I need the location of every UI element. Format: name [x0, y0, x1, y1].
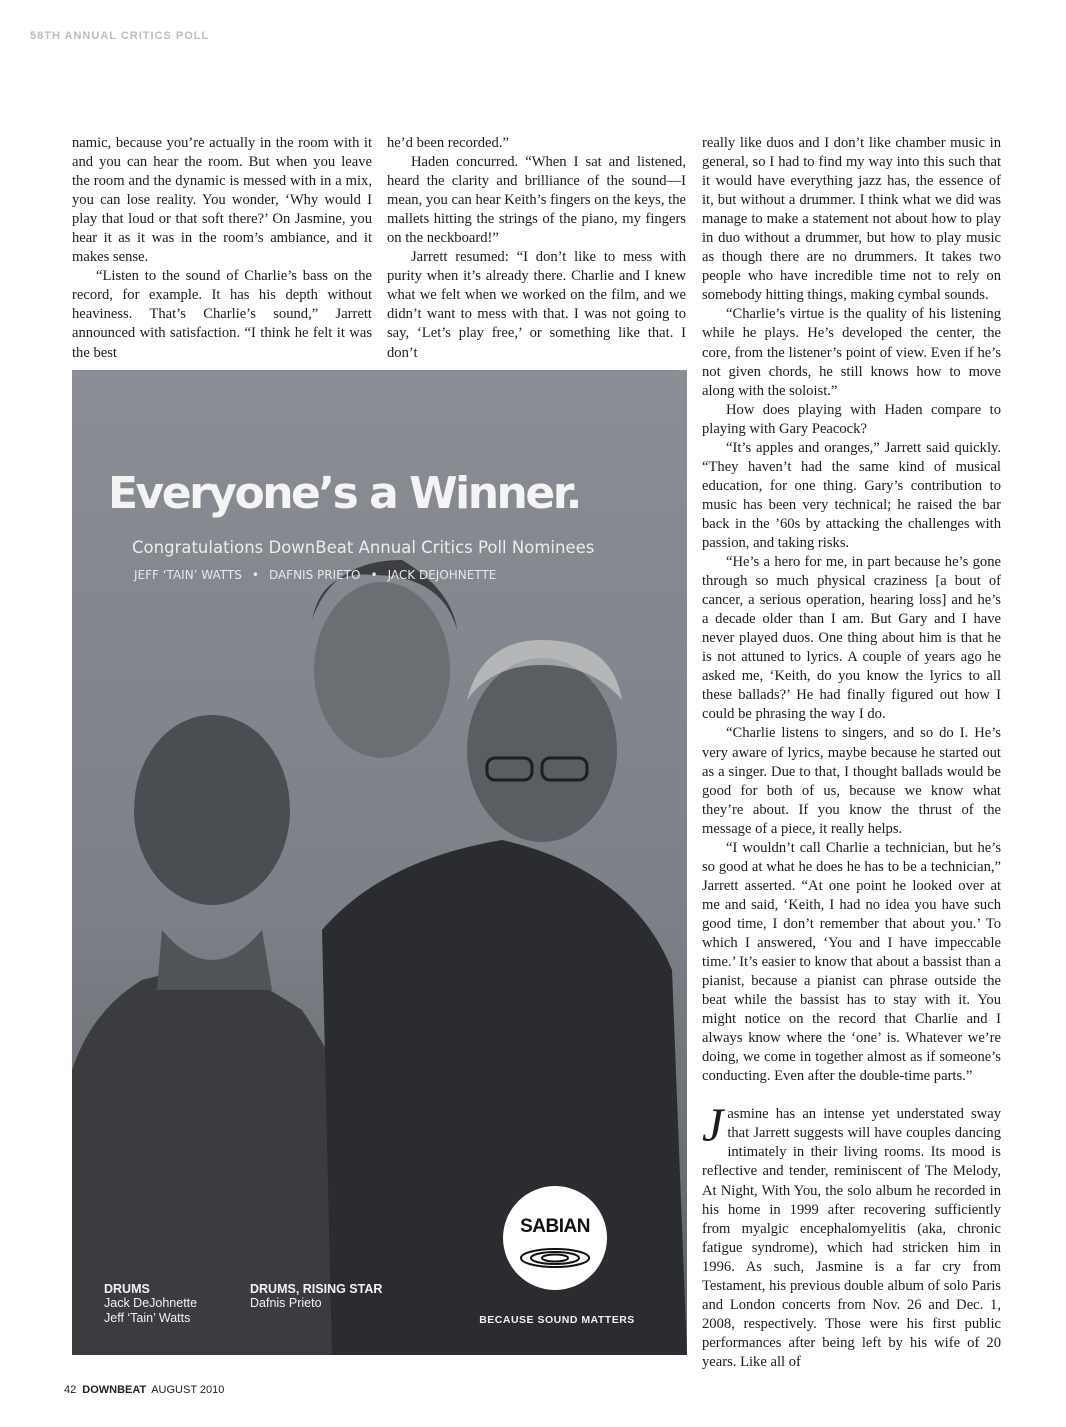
nominee-name: JACK DEJOHNETTE [387, 568, 497, 582]
article-column-1 [72, 134, 372, 363]
nominee-name: DAFNIS PRIETO [268, 568, 361, 582]
nominee-name: JEFF ‘TAIN’ WATTS [134, 568, 242, 582]
ad-category-rising-star [250, 1282, 382, 1311]
paragraph: “Charlie listens to singers, and so do I. He’s very aware of lyrics, maybe because he started out as a singer. Due to that, I thought ballads would be good for both of us, because we know what they’re about. If you know the thrust of the message of a piece, it really helps. [702, 725, 1001, 837]
paragraph: Haden concurred. “When I sat and listened, heard the clarity and brilliance of the sound—I mean, you can hear Keith’s fingers on the keys, the mallets hitting the strings of the piano, my fingers on the neckboard!” [387, 154, 686, 247]
category-title: DRUMS, RISING STAR [250, 1282, 383, 1296]
category-title: DRUMS [104, 1282, 150, 1296]
drop-cap: J [702, 1099, 724, 1153]
ad-headline: Everyone’s a Winner. [108, 468, 580, 519]
paragraph: “Listen to the sound of Charlie’s bass on the record, for example. It has his depth without heaviness. That’s Charlie’s sound,” Jarrett announced with satisfaction. “I think he felt it was the best [72, 268, 372, 361]
article-column-2 [387, 134, 686, 363]
issue-date: AUGUST 2010 [151, 1384, 225, 1396]
paragraph: really like duos and I don’t like chamber music in general, so I had to find my way into this such that it would have everything jazz has, the essence of it, but without a drummer. I think what we did was manage to make a statement not about how to play in duo without a drummer, but how to play music as though there are no drummers. It takes two people who have incredible time not to rely on somebody hitting things, making cymbal sounds. [702, 135, 1001, 304]
sabian-advertisement [72, 370, 687, 1355]
page-footer [64, 1384, 224, 1396]
paragraph-with-dropcap [702, 1099, 1001, 1372]
section-break [702, 1086, 1001, 1105]
paragraph: How does playing with Haden compare to playing with Gary Peacock? [702, 401, 1001, 437]
article-column-3 [702, 134, 1001, 1372]
category-name: Jeff ‘Tain’ Watts [104, 1311, 191, 1325]
paragraph: “Charlie’s virtue is the quality of his listening while he plays. He’s developed the center, the core, from the listener’s point of view. Even if he’s not given chords, he still knows how to move along with the soloist.” [702, 306, 1001, 399]
running-head: 58TH ANNUAL CRITICS POLL [30, 30, 210, 42]
paragraph: “I wouldn’t call Charlie a technician, but he’s so good at what he does he has to be a technician,” Jarrett asserted. “At one point he looked over at me and said, ‘Keith, I had no idea you have such good time, I don’t remember that about you.’ To which I answered, ‘You and I have impeccable time.’ It’s easier to know that about a bassist than a pianist, because a pianist can phrase outside the beat while the bassist has to stay with it. You might notice on the record that Charlie and I always know where the ‘one’ is. Whatever we’re doing, we come in together almost as if someone’s conducting. Even after the double-time parts.” [702, 839, 1001, 1085]
ad-subheadline: Congratulations DownBeat Annual Critics Poll Nominees [132, 538, 595, 557]
paragraph: “He’s a hero for me, in part because he’s gone through so much physical craziness [a bout of cancer, a serious operation, hearing loss] and he’s a decade older than I am. But Gary and I have never played duos. One thing about him is that he is not attuned to lyrics. A couple of years ago he asked me, ‘Keith, do you know the lyrics to all these ballads?’ He had finally figured out how I could be phrasing the way I do. [702, 554, 1001, 723]
paragraph: he’d been recorded.” [387, 135, 509, 151]
paragraph-text: asmine has an intense yet understated sway that Jarrett suggests will have couples dancing intimately in their living rooms. Its mood is reflective and tender, reminiscent of The Melody, At Night, With You, the solo album he recorded in his home in 1999 after recovering sufficiently from myalgic encephalomyelitis (aka, chronic fatigue syndrome), which had stricken him in 1996. As such, Jasmine is a far cry from Testament, his previous double album of solo Paris and London concerts from Nov. 26 and Dec. 1, 2008, respectively. Those were his first public performances after being left by his wife of 20 years. Like all of [702, 1106, 1001, 1370]
paragraph: namic, because you’re actually in the room with it and you can hear the room. But when you leave the room and the dynamic is messed with in a mix, you can lose reality. You wonder, ‘Why would I play that loud or that soft there?’ On Jasmine, you hear it as it was in the room’s ambiance, and it makes sense. [72, 135, 372, 266]
ad-category-drums [104, 1282, 197, 1326]
paragraph: “It’s apples and oranges,” Jarrett said quickly. “They haven’t had the same kind of musical education, for one thing. Gary’s contribution to music has been very technical; he raised the bar back in the ’60s by attacking the challenges with passion, and taking risks. [702, 439, 1001, 551]
category-name: Jack DeJohnette [104, 1296, 198, 1310]
brand-wordmark: SABIAN [520, 1216, 590, 1237]
cymbal-icon [503, 1186, 607, 1290]
page-number: 42 [64, 1384, 77, 1396]
ad-tagline: BECAUSE SOUND MATTERS [479, 1314, 635, 1326]
sabian-logo [503, 1186, 607, 1290]
ad-nominee-names: JEFF ‘TAIN’ WATTS • DAFNIS PRIETO • JACK DEJOHNETTE [134, 568, 497, 582]
category-name: Dafnis Prieto [250, 1296, 322, 1310]
paragraph: Jarrett resumed: “I don’t like to mess with purity when it’s already there. Charlie and I knew what we felt when we worked on the film, and we didn’t want to mess with that. I was not going to say, ‘Let’s play free,’ or something like that. I don’t [387, 249, 686, 361]
magazine-name: DOWNBEAT [82, 1384, 147, 1396]
